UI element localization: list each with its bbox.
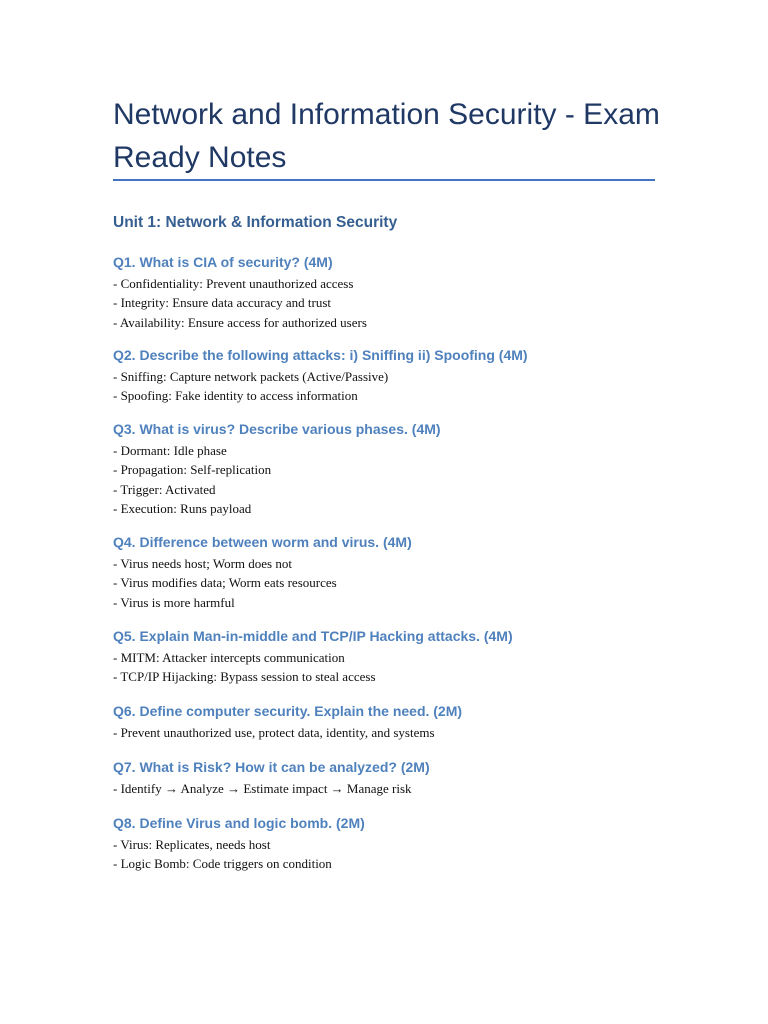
answer-line: - Dormant: Idle phase xyxy=(113,443,227,458)
question-heading: Q1. What is CIA of security? (4M) xyxy=(113,254,333,270)
answer-line: - Trigger: Activated xyxy=(113,481,216,497)
question-heading: Q6. Define computer security. Explain the need. (2M) xyxy=(113,703,463,719)
answer-line: - Prevent unauthorized use, protect data, identity, and systems xyxy=(113,725,435,740)
question-block-q7 xyxy=(113,756,693,798)
answer-line: - TCP/IP Hijacking: Bypass session to steal access xyxy=(113,669,376,685)
answer-lines xyxy=(113,779,693,798)
question-block-q5 xyxy=(113,625,693,687)
answer-lines xyxy=(113,835,693,874)
question-block-q8 xyxy=(113,812,693,874)
answer-lines xyxy=(113,648,693,687)
answer-line: - Virus: Replicates, needs host xyxy=(113,837,271,852)
answer-line: - Virus is more harmful xyxy=(113,594,235,610)
answer-lines xyxy=(113,723,693,742)
answer-lines xyxy=(113,554,693,612)
question-block-q6 xyxy=(113,700,693,742)
question-heading: Q2. Describe the following attacks: i) Sniffing ii) Spoofing (4M) xyxy=(113,347,528,363)
answer-line: - Logic Bomb: Code triggers on condition xyxy=(113,856,332,872)
question-block-q2 xyxy=(113,344,693,406)
question-heading: Q3. What is virus? Describe various phases. (4M) xyxy=(113,421,441,437)
answer-line: - Execution: Runs payload xyxy=(113,501,252,517)
title-underline xyxy=(113,179,655,181)
answer-line: - Availability: Ensure access for authorized users xyxy=(113,314,367,330)
answer-lines xyxy=(113,274,693,332)
answer-line: - Spoofing: Fake identity to access information xyxy=(113,388,358,404)
question-heading: Q8. Define Virus and logic bomb. (2M) xyxy=(113,815,365,831)
question-heading: Q4. Difference between worm and virus. (4M) xyxy=(113,534,412,550)
answer-line: - Identify → Analyze → Estimate impact → Manage risk xyxy=(113,781,412,796)
answer-line: - Propagation: Self-replication xyxy=(113,462,272,478)
answer-line: - Virus needs host; Worm does not xyxy=(113,556,292,571)
answer-line: - Virus modifies data; Worm eats resources xyxy=(113,575,337,591)
question-block-q4 xyxy=(113,531,693,612)
unit-heading: Unit 1: Network & Information Security xyxy=(113,214,398,231)
answer-line: - MITM: Attacker intercepts communication xyxy=(113,650,345,665)
question-heading: Q5. Explain Man-in-middle and TCP/IP Hacking attacks. (4M) xyxy=(113,628,513,644)
answer-lines xyxy=(113,441,693,519)
answer-lines xyxy=(113,367,693,406)
question-block-q3 xyxy=(113,418,693,519)
question-heading: Q7. What is Risk? How it can be analyzed? (2M) xyxy=(113,759,430,775)
question-block-q1 xyxy=(113,251,693,332)
answer-line: - Confidentiality: Prevent unauthorized access xyxy=(113,276,354,291)
answer-line: - Sniffing: Capture network packets (Active/Passive) xyxy=(113,369,389,384)
document-title: Network and Information Security - Exam Ready Notes xyxy=(113,98,660,174)
answer-line: - Integrity: Ensure data accuracy and trust xyxy=(113,295,332,311)
